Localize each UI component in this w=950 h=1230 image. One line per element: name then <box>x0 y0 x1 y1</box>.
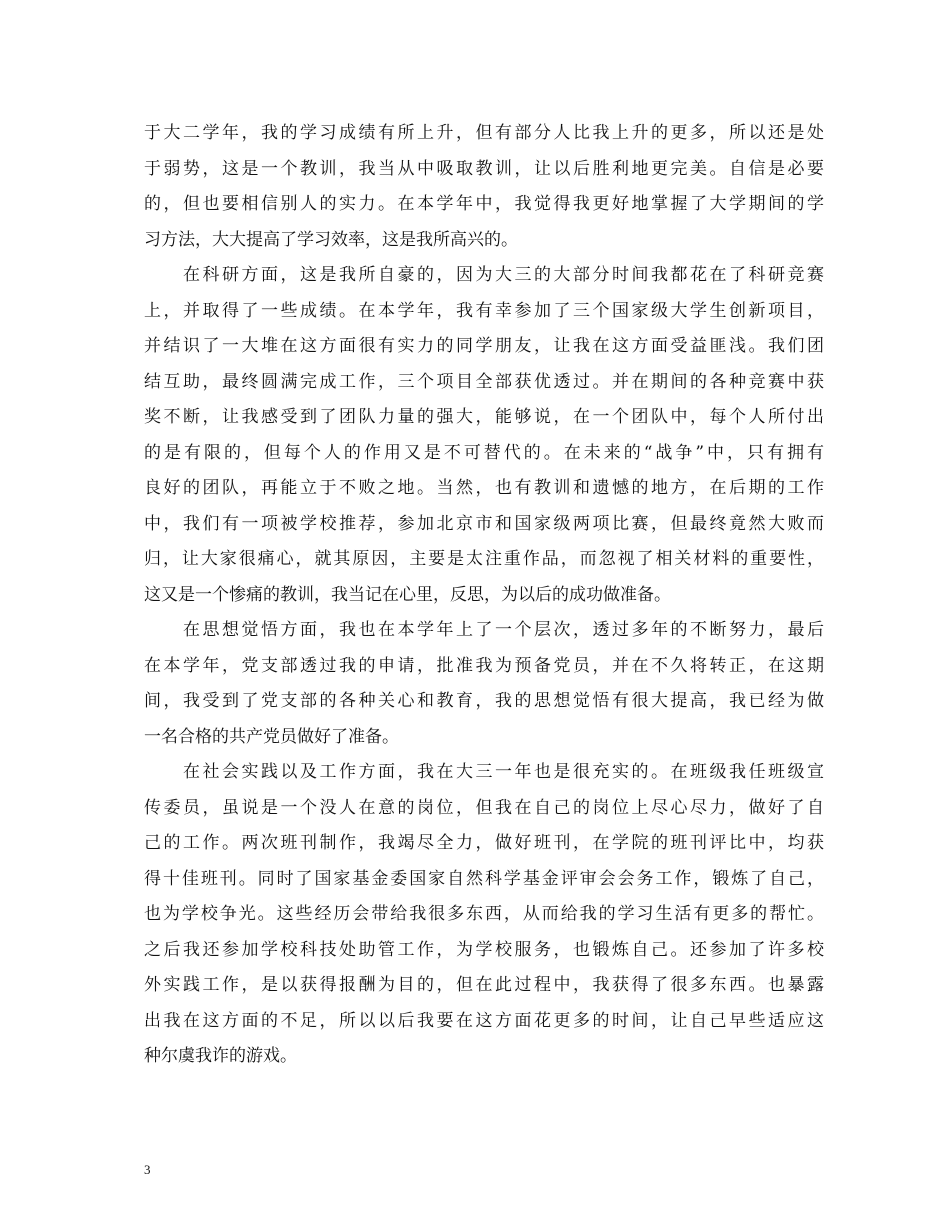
text-line: 也为学校争光。这些经历会带给我很多东西，从而给我的学习生活有更多的帮忙。 <box>144 904 824 924</box>
text-line: 外实践工作，是以获得报酬为目的，但在此过程中，我获得了很多东西。也暴露 <box>144 975 824 995</box>
text-line: 中，我们有一项被学校推荐，参加北京市和国家级两项比赛，但最终竟然大败而 <box>144 513 824 534</box>
text-line: 种尔虞我诈的游戏。 <box>144 1046 297 1066</box>
text-line: 在科研方面，这是我所自豪的，因为大三的大部分时间我都花在了科研竞赛 <box>144 265 824 285</box>
body-text <box>144 116 824 1075</box>
text-line: 在本学年，党支部透过我的申请，批准我为预备党员，并在不久将转正，在这期 <box>144 655 824 676</box>
text-line: 一名合格的共产党员做好了准备。 <box>144 726 399 747</box>
text-line: 出我在这方面的不足，所以以后我要在这方面花更多的时间，让自己早些适应这 <box>144 1010 824 1031</box>
text-line: 在思想觉悟方面，我也在本学年上了一个层次，透过多年的不断努力，最后 <box>144 620 824 640</box>
text-line: 在社会实践以及工作方面，我在大三一年也是很充实的。在班级我任班级宣 <box>144 762 824 782</box>
text-line: 上，并取得了一些成绩。在本学年，我有幸参加了三个国家级大学生创新项目， <box>144 300 824 321</box>
text-line: 这又是一个惨痛的教训，我当记在心里，反思，为以后的成功做准备。 <box>144 584 671 605</box>
text-line: 得十佳班刊。同时了国家基金委国家自然科学基金评审会会务工作，锻炼了自己， <box>144 868 824 889</box>
text-line: 结互助，最终圆满完成工作，三个项目全部获优透过。并在期间的各种竞赛中获 <box>144 371 824 392</box>
text-line: 习方法，大大提高了学习效率，这是我所高兴的。 <box>144 229 518 250</box>
text-line: 的是有限的，但每个人的作用又是不可替代的。在未来的“战争”中，只有拥有 <box>144 442 824 463</box>
text-line: 传委员，虽说是一个没人在意的岗位，但我在自己的岗位上尽心尽力，做好了自 <box>144 797 824 818</box>
text-line: 于弱势，这是一个教训，我当从中吸取教训，让以后胜利地更完美。自信是必要 <box>144 158 824 179</box>
text-line: 归，让大家很痛心，就其原因，主要是太注重作品，而忽视了相关材料的重要性， <box>144 549 824 569</box>
page-number: 3 <box>144 1162 151 1177</box>
text-line: 并结识了一大堆在这方面很有实力的同学朋友，让我在这方面受益匪浅。我们团 <box>144 336 824 356</box>
text-line: 己的工作。两次班刊制作，我竭尽全力，做好班刊，在学院的班刊评比中，均获 <box>144 833 824 853</box>
text-line: 之后我还参加学校科技处助管工作，为学校服务，也锻炼自己。还参加了许多校 <box>144 939 824 960</box>
text-line: 于大二学年，我的学习成绩有所上升，但有部分人比我上升的更多，所以还是处 <box>144 123 824 143</box>
text-line: 的，但也要相信别人的实力。在本学年中，我觉得我更好地掌握了大学期间的学 <box>144 194 824 214</box>
text-line: 奖不断，让我感受到了团队力量的强大，能够说，在一个团队中，每个人所付出 <box>144 407 824 427</box>
text-line: 良好的团队，再能立于不败之地。当然，也有教训和遗憾的地方，在后期的工作 <box>144 478 824 498</box>
text-line: 间，我受到了党支部的各种关心和教育，我的思想觉悟有很大提高，我已经为做 <box>144 691 824 711</box>
